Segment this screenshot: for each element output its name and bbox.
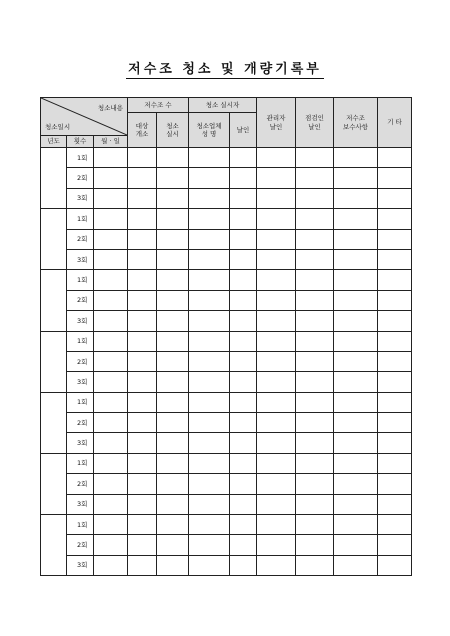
other-cell[interactable] bbox=[378, 372, 412, 392]
company-name-cell[interactable] bbox=[189, 168, 230, 188]
cleaning-done-cell[interactable] bbox=[157, 535, 189, 555]
month-day-cell[interactable] bbox=[94, 249, 128, 269]
target-count-cell[interactable] bbox=[128, 148, 157, 168]
cleaning-done-cell[interactable] bbox=[157, 474, 189, 494]
table-row bbox=[41, 392, 412, 412]
company-name-cell[interactable] bbox=[189, 515, 230, 535]
cleaning-done-cell[interactable] bbox=[157, 372, 189, 392]
inspector-seal-cell[interactable] bbox=[296, 392, 334, 412]
table-row bbox=[41, 209, 412, 229]
company-name-cell[interactable] bbox=[189, 229, 230, 249]
cleaning-done-cell[interactable] bbox=[157, 413, 189, 433]
seal-cell[interactable] bbox=[230, 229, 257, 249]
manager-seal-cell[interactable] bbox=[257, 270, 296, 290]
target-count-cell[interactable] bbox=[128, 372, 157, 392]
seal-cell[interactable] bbox=[230, 209, 257, 229]
manager-seal-cell[interactable] bbox=[257, 413, 296, 433]
repair-notes-cell[interactable] bbox=[334, 168, 378, 188]
other-cell[interactable] bbox=[378, 555, 412, 575]
cleaning-done-cell[interactable] bbox=[157, 229, 189, 249]
table-row bbox=[41, 535, 412, 555]
round-cell: 2회 bbox=[67, 168, 94, 188]
cleaning-done-cell[interactable] bbox=[157, 433, 189, 453]
header-inspector-seal: 점검인 날인 bbox=[296, 98, 334, 148]
repair-notes-cell[interactable] bbox=[334, 372, 378, 392]
company-name-cell[interactable] bbox=[189, 351, 230, 371]
round-cell: 1회 bbox=[67, 209, 94, 229]
inspector-seal-cell[interactable] bbox=[296, 311, 334, 331]
cleaning-done-cell[interactable] bbox=[157, 148, 189, 168]
cleaning-done-cell[interactable] bbox=[157, 249, 189, 269]
other-cell[interactable] bbox=[378, 494, 412, 514]
other-cell[interactable] bbox=[378, 290, 412, 310]
round-cell: 3회 bbox=[67, 372, 94, 392]
seal-cell[interactable] bbox=[230, 148, 257, 168]
target-count-cell[interactable] bbox=[128, 270, 157, 290]
other-cell[interactable] bbox=[378, 392, 412, 412]
other-cell[interactable] bbox=[378, 331, 412, 351]
round-cell: 1회 bbox=[67, 515, 94, 535]
repair-notes-cell[interactable] bbox=[334, 148, 378, 168]
year-cell[interactable] bbox=[41, 392, 67, 453]
table-row bbox=[41, 290, 412, 310]
manager-seal-cell[interactable] bbox=[257, 209, 296, 229]
other-cell[interactable] bbox=[378, 229, 412, 249]
company-name-cell[interactable] bbox=[189, 392, 230, 412]
manager-seal-cell[interactable] bbox=[257, 311, 296, 331]
inspector-seal-cell[interactable] bbox=[296, 188, 334, 208]
seal-cell[interactable] bbox=[230, 168, 257, 188]
repair-notes-cell[interactable] bbox=[334, 433, 378, 453]
round-cell: 3회 bbox=[67, 188, 94, 208]
manager-seal-cell[interactable] bbox=[257, 433, 296, 453]
table-row bbox=[41, 229, 412, 249]
company-name-cell[interactable] bbox=[189, 188, 230, 208]
repair-notes-cell[interactable] bbox=[334, 555, 378, 575]
repair-notes-cell[interactable] bbox=[334, 494, 378, 514]
other-cell[interactable] bbox=[378, 148, 412, 168]
inspector-seal-cell[interactable] bbox=[296, 351, 334, 371]
other-cell[interactable] bbox=[378, 311, 412, 331]
repair-notes-cell[interactable] bbox=[334, 249, 378, 269]
round-cell: 2회 bbox=[67, 413, 94, 433]
inspector-seal-cell[interactable] bbox=[296, 229, 334, 249]
cleaning-done-cell[interactable] bbox=[157, 311, 189, 331]
cleaning-done-cell[interactable] bbox=[157, 515, 189, 535]
repair-notes-cell[interactable] bbox=[334, 188, 378, 208]
manager-seal-cell[interactable] bbox=[257, 148, 296, 168]
round-cell: 2회 bbox=[67, 474, 94, 494]
target-count-cell[interactable] bbox=[128, 555, 157, 575]
table-row bbox=[41, 148, 412, 168]
header-manager-seal: 관리자 날인 bbox=[257, 98, 296, 148]
repair-notes-cell[interactable] bbox=[334, 331, 378, 351]
company-name-cell[interactable] bbox=[189, 331, 230, 351]
year-cell[interactable] bbox=[41, 515, 67, 576]
cleaning-done-cell[interactable] bbox=[157, 331, 189, 351]
diagonal-header-cell bbox=[41, 98, 128, 136]
table-row bbox=[41, 474, 412, 494]
target-count-cell[interactable] bbox=[128, 188, 157, 208]
cleaning-done-cell[interactable] bbox=[157, 351, 189, 371]
seal-cell[interactable] bbox=[230, 494, 257, 514]
header-repair-notes: 저수조 보수사항 bbox=[334, 98, 378, 148]
table-row bbox=[41, 270, 412, 290]
month-day-cell[interactable] bbox=[94, 290, 128, 310]
cleaning-done-cell[interactable] bbox=[157, 453, 189, 473]
inspector-seal-cell[interactable] bbox=[296, 433, 334, 453]
table-row bbox=[41, 311, 412, 331]
company-name-cell[interactable] bbox=[189, 209, 230, 229]
repair-notes-cell[interactable] bbox=[334, 535, 378, 555]
header-target-count: 대상 개소 bbox=[128, 113, 157, 148]
cleaning-done-cell[interactable] bbox=[157, 209, 189, 229]
seal-cell[interactable] bbox=[230, 270, 257, 290]
target-count-cell[interactable] bbox=[128, 474, 157, 494]
company-name-cell[interactable] bbox=[189, 413, 230, 433]
header-round: 횟수 bbox=[67, 136, 94, 148]
manager-seal-cell[interactable] bbox=[257, 290, 296, 310]
other-cell[interactable] bbox=[378, 168, 412, 188]
month-day-cell[interactable] bbox=[94, 494, 128, 514]
round-cell: 1회 bbox=[67, 453, 94, 473]
year-cell[interactable] bbox=[41, 453, 67, 514]
other-cell[interactable] bbox=[378, 188, 412, 208]
other-cell[interactable] bbox=[378, 351, 412, 371]
round-cell: 1회 bbox=[67, 392, 94, 412]
month-day-cell[interactable] bbox=[94, 209, 128, 229]
target-count-cell[interactable] bbox=[128, 494, 157, 514]
target-count-cell[interactable] bbox=[128, 453, 157, 473]
month-day-cell[interactable] bbox=[94, 433, 128, 453]
round-cell: 3회 bbox=[67, 433, 94, 453]
table-row bbox=[41, 555, 412, 575]
inspector-seal-cell[interactable] bbox=[296, 270, 334, 290]
seal-cell[interactable] bbox=[230, 290, 257, 310]
target-count-cell[interactable] bbox=[128, 331, 157, 351]
seal-cell[interactable] bbox=[230, 555, 257, 575]
table-row bbox=[41, 494, 412, 514]
cleaning-done-cell[interactable] bbox=[157, 188, 189, 208]
round-cell: 2회 bbox=[67, 351, 94, 371]
other-cell[interactable] bbox=[378, 474, 412, 494]
inspector-seal-cell[interactable] bbox=[296, 372, 334, 392]
inspector-seal-cell[interactable] bbox=[296, 209, 334, 229]
manager-seal-cell[interactable] bbox=[257, 249, 296, 269]
other-cell[interactable] bbox=[378, 249, 412, 269]
target-count-cell[interactable] bbox=[128, 535, 157, 555]
table-row bbox=[41, 453, 412, 473]
round-cell: 1회 bbox=[67, 270, 94, 290]
company-name-cell[interactable] bbox=[189, 535, 230, 555]
inspector-seal-cell[interactable] bbox=[296, 290, 334, 310]
company-name-cell[interactable] bbox=[189, 270, 230, 290]
header-other: 기 타 bbox=[378, 98, 412, 148]
round-cell: 2회 bbox=[67, 290, 94, 310]
target-count-cell[interactable] bbox=[128, 290, 157, 310]
inspector-seal-cell[interactable] bbox=[296, 494, 334, 514]
month-day-cell[interactable] bbox=[94, 351, 128, 371]
manager-seal-cell[interactable] bbox=[257, 168, 296, 188]
seal-cell[interactable] bbox=[230, 372, 257, 392]
repair-notes-cell[interactable] bbox=[334, 474, 378, 494]
month-day-cell[interactable] bbox=[94, 229, 128, 249]
month-day-cell[interactable] bbox=[94, 453, 128, 473]
company-name-cell[interactable] bbox=[189, 494, 230, 514]
repair-notes-cell[interactable] bbox=[334, 311, 378, 331]
month-day-cell[interactable] bbox=[94, 413, 128, 433]
round-cell: 3회 bbox=[67, 494, 94, 514]
cleaning-done-cell[interactable] bbox=[157, 392, 189, 412]
seal-cell[interactable] bbox=[230, 453, 257, 473]
cleaning-done-cell[interactable] bbox=[157, 168, 189, 188]
inspector-seal-cell[interactable] bbox=[296, 555, 334, 575]
repair-notes-cell[interactable] bbox=[334, 392, 378, 412]
target-count-cell[interactable] bbox=[128, 515, 157, 535]
month-day-cell[interactable] bbox=[94, 474, 128, 494]
year-cell[interactable] bbox=[41, 209, 67, 270]
manager-seal-cell[interactable] bbox=[257, 229, 296, 249]
company-name-cell[interactable] bbox=[189, 453, 230, 473]
table-row bbox=[41, 168, 412, 188]
month-day-cell[interactable] bbox=[94, 535, 128, 555]
round-cell: 1회 bbox=[67, 331, 94, 351]
repair-notes-cell[interactable] bbox=[334, 413, 378, 433]
target-count-cell[interactable] bbox=[128, 209, 157, 229]
inspector-seal-cell[interactable] bbox=[296, 474, 334, 494]
manager-seal-cell[interactable] bbox=[257, 494, 296, 514]
inspector-seal-cell[interactable] bbox=[296, 331, 334, 351]
table-row bbox=[41, 331, 412, 351]
table-row bbox=[41, 433, 412, 453]
table-row bbox=[41, 515, 412, 535]
cleaning-log-table bbox=[40, 97, 412, 576]
month-day-cell[interactable] bbox=[94, 168, 128, 188]
company-name-cell[interactable] bbox=[189, 474, 230, 494]
inspector-seal-cell[interactable] bbox=[296, 249, 334, 269]
seal-cell[interactable] bbox=[230, 311, 257, 331]
other-cell[interactable] bbox=[378, 535, 412, 555]
year-cell[interactable] bbox=[41, 270, 67, 331]
inspector-seal-cell[interactable] bbox=[296, 148, 334, 168]
inspector-seal-cell[interactable] bbox=[296, 168, 334, 188]
other-cell[interactable] bbox=[378, 209, 412, 229]
seal-cell[interactable] bbox=[230, 474, 257, 494]
month-day-cell[interactable] bbox=[94, 372, 128, 392]
table-row bbox=[41, 249, 412, 269]
inspector-seal-cell[interactable] bbox=[296, 413, 334, 433]
table-row bbox=[41, 413, 412, 433]
repair-notes-cell[interactable] bbox=[334, 209, 378, 229]
inspector-seal-cell[interactable] bbox=[296, 515, 334, 535]
seal-cell[interactable] bbox=[230, 188, 257, 208]
repair-notes-cell[interactable] bbox=[334, 351, 378, 371]
manager-seal-cell[interactable] bbox=[257, 392, 296, 412]
repair-notes-cell[interactable] bbox=[334, 453, 378, 473]
cleaning-done-cell[interactable] bbox=[157, 290, 189, 310]
manager-seal-cell[interactable] bbox=[257, 331, 296, 351]
company-name-cell[interactable] bbox=[189, 372, 230, 392]
manager-seal-cell[interactable] bbox=[257, 372, 296, 392]
round-cell: 1회 bbox=[67, 148, 94, 168]
seal-cell[interactable] bbox=[230, 392, 257, 412]
month-day-cell[interactable] bbox=[94, 311, 128, 331]
manager-seal-cell[interactable] bbox=[257, 351, 296, 371]
table-row bbox=[41, 372, 412, 392]
header-cleaning-performer: 청소 실시자 bbox=[189, 98, 257, 113]
header-reservoir-count: 저수조 수 bbox=[128, 98, 189, 113]
inspector-seal-cell[interactable] bbox=[296, 453, 334, 473]
seal-cell[interactable] bbox=[230, 515, 257, 535]
round-cell: 3회 bbox=[67, 249, 94, 269]
month-day-cell[interactable] bbox=[94, 515, 128, 535]
other-cell[interactable] bbox=[378, 453, 412, 473]
month-day-cell[interactable] bbox=[94, 188, 128, 208]
header-cleaning-datetime: 청소일시 bbox=[45, 122, 71, 131]
header-company-name: 청소업체 성 명 bbox=[189, 113, 230, 148]
month-day-cell[interactable] bbox=[94, 270, 128, 290]
other-cell[interactable] bbox=[378, 433, 412, 453]
target-count-cell[interactable] bbox=[128, 433, 157, 453]
seal-cell[interactable] bbox=[230, 331, 257, 351]
target-count-cell[interactable] bbox=[128, 351, 157, 371]
repair-notes-cell[interactable] bbox=[334, 270, 378, 290]
other-cell[interactable] bbox=[378, 515, 412, 535]
month-day-cell[interactable] bbox=[94, 331, 128, 351]
round-cell: 2회 bbox=[67, 229, 94, 249]
target-count-cell[interactable] bbox=[128, 249, 157, 269]
manager-seal-cell[interactable] bbox=[257, 474, 296, 494]
company-name-cell[interactable] bbox=[189, 433, 230, 453]
manager-seal-cell[interactable] bbox=[257, 555, 296, 575]
header-seal: 날인 bbox=[230, 113, 257, 148]
year-cell[interactable] bbox=[41, 148, 67, 209]
month-day-cell[interactable] bbox=[94, 555, 128, 575]
seal-cell[interactable] bbox=[230, 351, 257, 371]
manager-seal-cell[interactable] bbox=[257, 535, 296, 555]
round-cell: 3회 bbox=[67, 555, 94, 575]
inspector-seal-cell[interactable] bbox=[296, 535, 334, 555]
repair-notes-cell[interactable] bbox=[334, 515, 378, 535]
year-cell[interactable] bbox=[41, 331, 67, 392]
table-row bbox=[41, 351, 412, 371]
target-count-cell[interactable] bbox=[128, 229, 157, 249]
document-title: 저수조 청소 및 개량기록부 bbox=[128, 62, 322, 77]
header-cleaning-content: 청소내용 bbox=[97, 104, 124, 112]
seal-cell[interactable] bbox=[230, 535, 257, 555]
target-count-cell[interactable] bbox=[128, 168, 157, 188]
repair-notes-cell[interactable] bbox=[334, 290, 378, 310]
cleaning-done-cell[interactable] bbox=[157, 555, 189, 575]
company-name-cell[interactable] bbox=[189, 555, 230, 575]
manager-seal-cell[interactable] bbox=[257, 515, 296, 535]
header-month-day: 월 · 일 bbox=[94, 136, 128, 148]
cleaning-done-cell[interactable] bbox=[157, 494, 189, 514]
round-cell: 2회 bbox=[67, 535, 94, 555]
seal-cell[interactable] bbox=[230, 249, 257, 269]
other-cell[interactable] bbox=[378, 413, 412, 433]
repair-notes-cell[interactable] bbox=[334, 229, 378, 249]
company-name-cell[interactable] bbox=[189, 249, 230, 269]
month-day-cell[interactable] bbox=[94, 392, 128, 412]
target-count-cell[interactable] bbox=[128, 311, 157, 331]
target-count-cell[interactable] bbox=[128, 413, 157, 433]
manager-seal-cell[interactable] bbox=[257, 188, 296, 208]
month-day-cell[interactable] bbox=[94, 148, 128, 168]
company-name-cell[interactable] bbox=[189, 148, 230, 168]
target-count-cell[interactable] bbox=[128, 392, 157, 412]
cleaning-done-cell[interactable] bbox=[157, 270, 189, 290]
header-year: 년도 bbox=[41, 136, 67, 148]
header-cleaning-done: 청소 실시 bbox=[157, 113, 189, 148]
company-name-cell[interactable] bbox=[189, 290, 230, 310]
company-name-cell[interactable] bbox=[189, 311, 230, 331]
manager-seal-cell[interactable] bbox=[257, 453, 296, 473]
seal-cell[interactable] bbox=[230, 413, 257, 433]
table-row bbox=[41, 188, 412, 208]
other-cell[interactable] bbox=[378, 270, 412, 290]
seal-cell[interactable] bbox=[230, 433, 257, 453]
round-cell: 3회 bbox=[67, 311, 94, 331]
